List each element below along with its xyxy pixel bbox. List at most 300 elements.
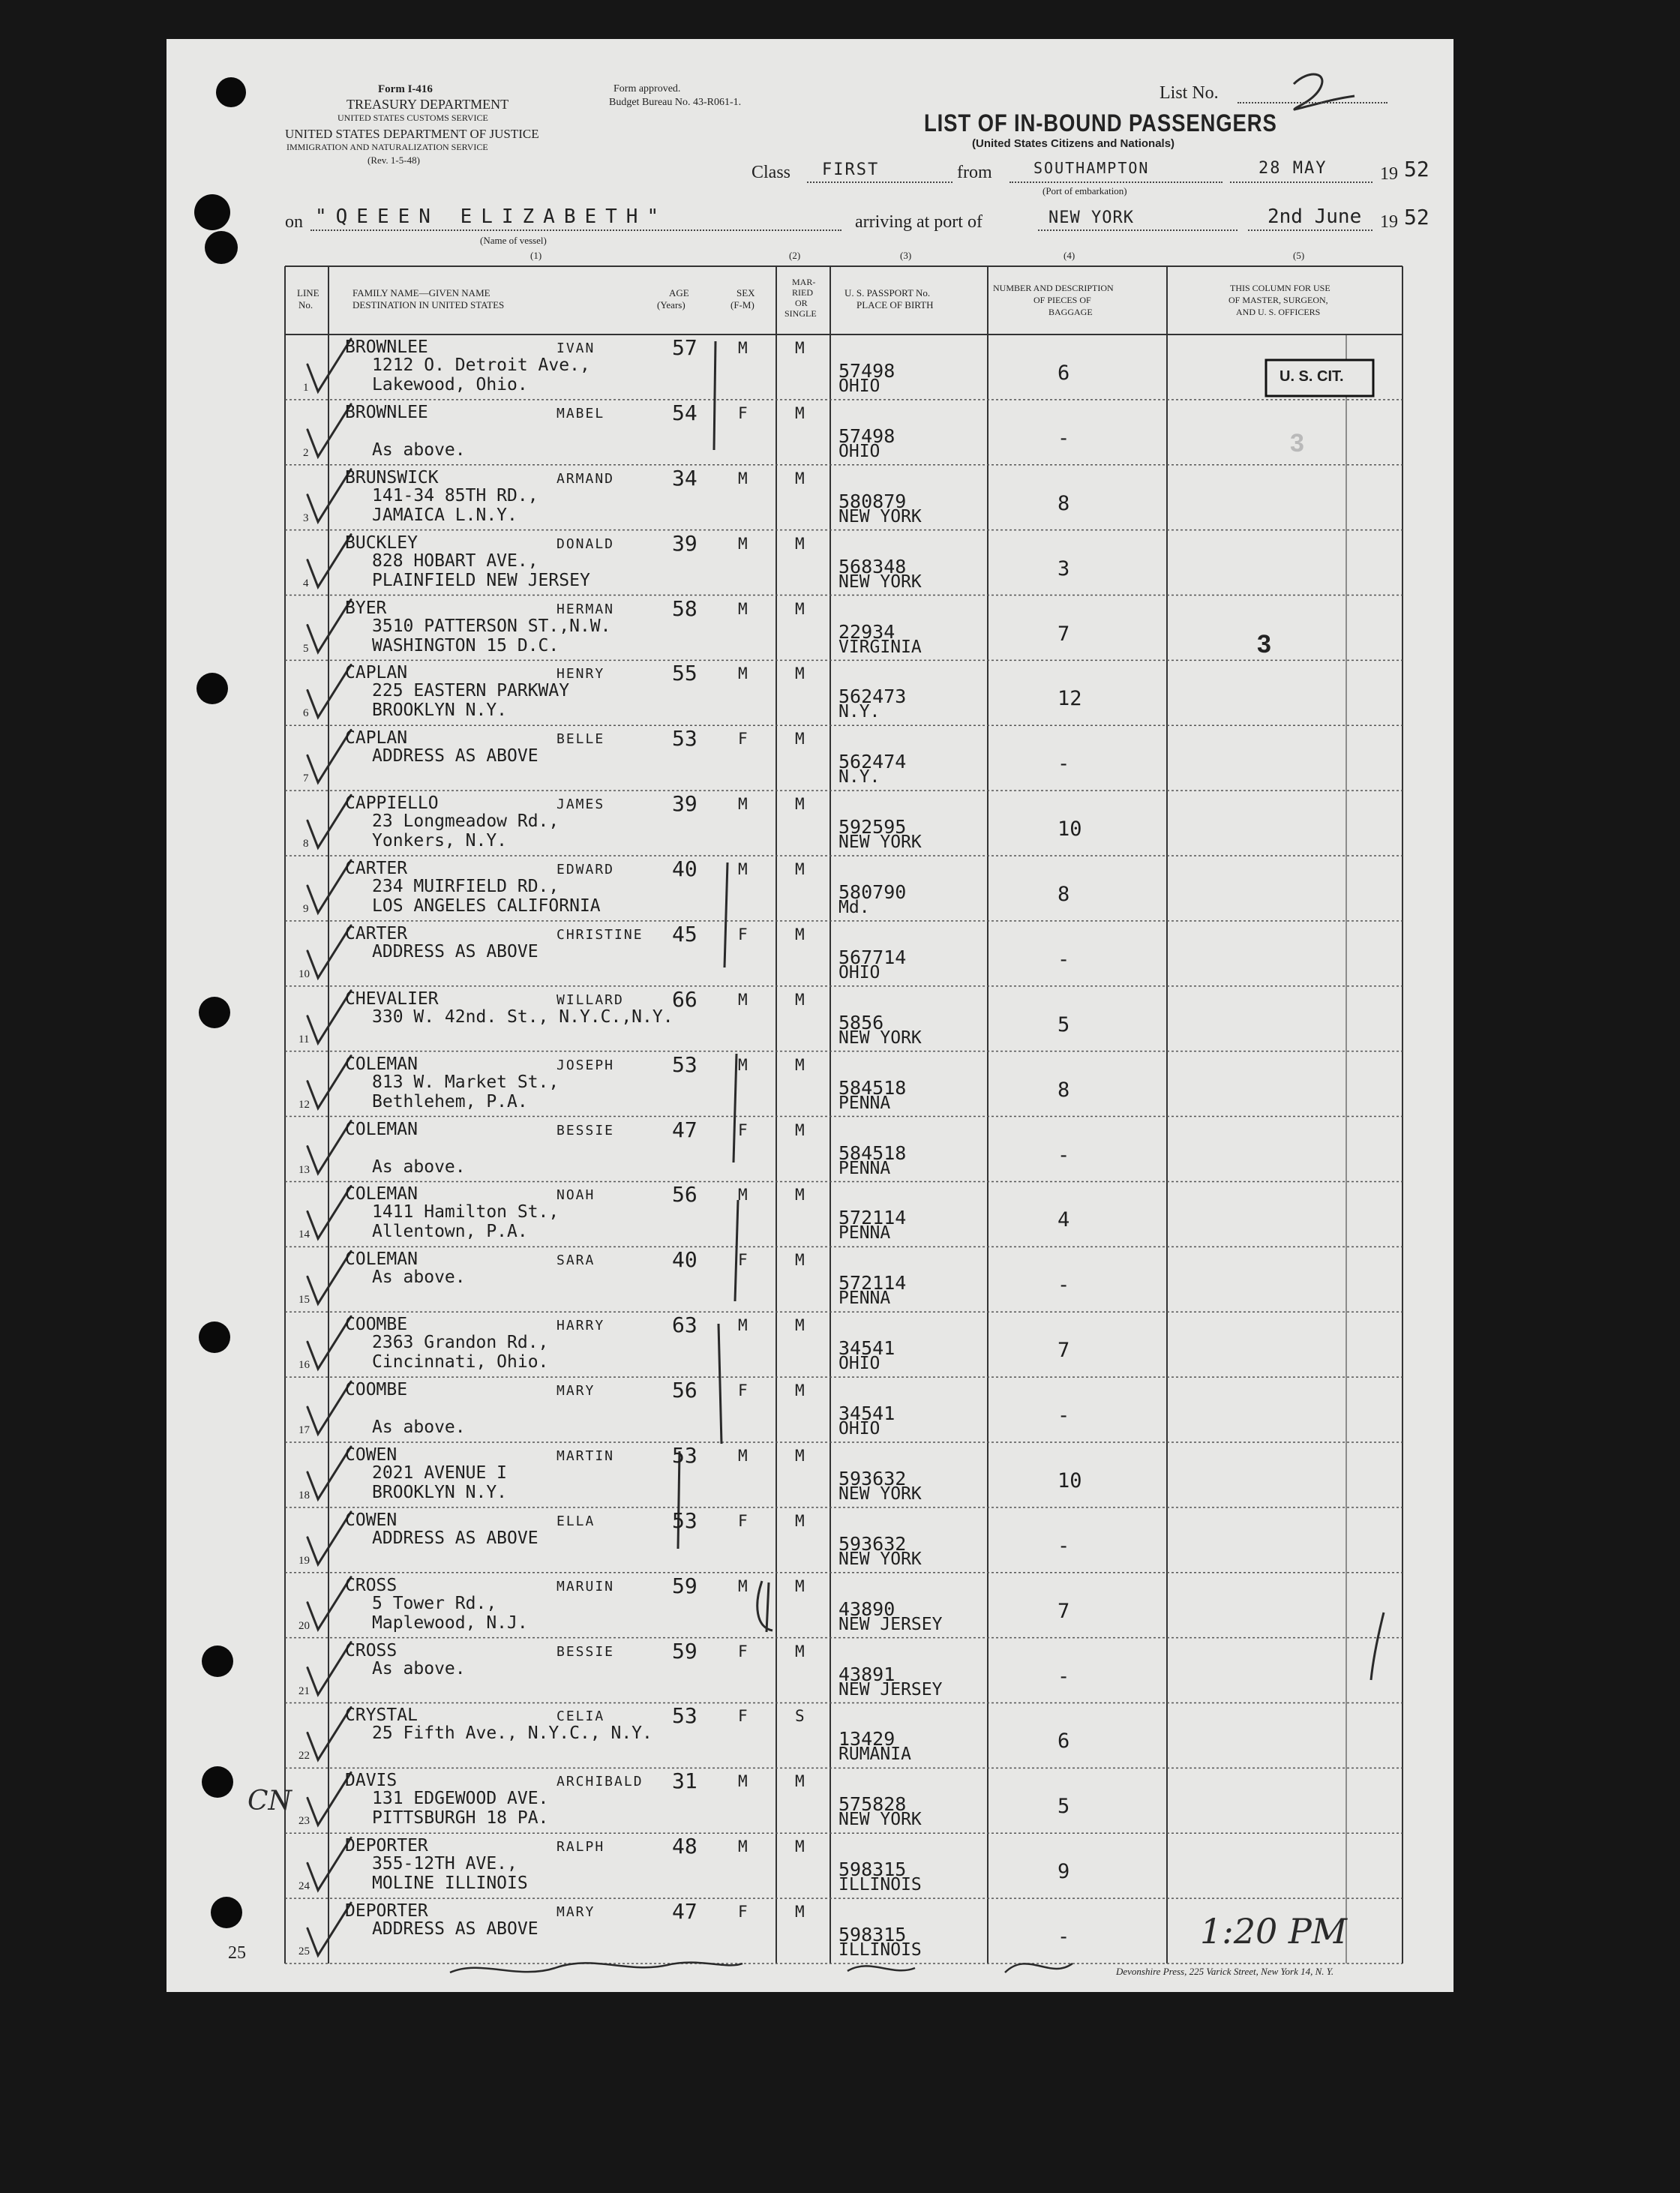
family-name: DEPORTER bbox=[345, 1901, 428, 1922]
marital-status: M bbox=[795, 1120, 805, 1139]
sex: M bbox=[738, 795, 748, 814]
baggage-count: 5 bbox=[1058, 1012, 1070, 1036]
class-value: FIRST bbox=[822, 160, 880, 179]
age: 53 bbox=[672, 1703, 698, 1729]
passport-number: 562474 bbox=[838, 751, 907, 773]
sex: M bbox=[738, 339, 748, 357]
date-line bbox=[1230, 182, 1372, 183]
family-name: COOMBE bbox=[345, 1380, 408, 1400]
arrival-date: 2nd June bbox=[1268, 206, 1362, 228]
column-number-3: (3) bbox=[900, 250, 912, 261]
binder-hole bbox=[202, 1766, 233, 1798]
budget-bureau: Budget Bureau No. 43-R061-1. bbox=[609, 97, 742, 108]
sex: M bbox=[738, 1446, 748, 1465]
place-of-birth: PENNA bbox=[838, 1093, 891, 1113]
line-number: 14 bbox=[298, 1228, 310, 1241]
year-2: 52 bbox=[1404, 205, 1430, 230]
place-of-birth: NEW YORK bbox=[838, 1549, 922, 1569]
sex: F bbox=[738, 1382, 748, 1400]
vessel-name: "QEEEN ELIZABETH" bbox=[315, 206, 668, 228]
marital-status: S bbox=[795, 1707, 805, 1726]
sex: M bbox=[738, 1838, 748, 1856]
passport-number: 593632 bbox=[838, 1532, 907, 1555]
line-number: 10 bbox=[298, 968, 310, 980]
address-line-1: 355-12TH AVE., bbox=[372, 1854, 518, 1874]
sex: F bbox=[738, 1120, 748, 1139]
age: 53 bbox=[672, 1508, 698, 1533]
place-of-birth: OHIO bbox=[838, 962, 880, 982]
header-officers-2: OF MASTER, SURGEON, bbox=[1228, 295, 1328, 305]
place-of-birth: NEW YORK bbox=[838, 1810, 922, 1830]
line-number: 12 bbox=[298, 1098, 310, 1111]
age: 34 bbox=[672, 465, 698, 490]
passport-number: 580879 bbox=[838, 490, 907, 512]
baggage-count: - bbox=[1058, 1664, 1070, 1688]
line-number: 5 bbox=[303, 642, 309, 655]
passport-number: 13429 bbox=[838, 1728, 896, 1750]
marital-status: M bbox=[795, 339, 805, 357]
place-of-birth: Md. bbox=[838, 898, 870, 918]
given-name: HENRY bbox=[556, 666, 605, 682]
age-bracket-line bbox=[714, 341, 716, 450]
form-subtitle: (United States Citizens and Nationals) bbox=[972, 137, 1175, 150]
passport-number: 43890 bbox=[838, 1598, 896, 1620]
given-name: HARRY bbox=[556, 1318, 605, 1334]
place-of-birth: NEW YORK bbox=[838, 1484, 922, 1504]
passport-number: 57498 bbox=[838, 424, 896, 447]
age: 66 bbox=[672, 986, 698, 1012]
sex: M bbox=[738, 990, 748, 1009]
given-name: BESSIE bbox=[556, 1643, 615, 1660]
address-line-2: As above. bbox=[372, 1418, 466, 1438]
address-line-2: PLAINFIELD NEW JERSEY bbox=[372, 570, 590, 590]
departure-date: 28 MAY bbox=[1258, 159, 1328, 178]
family-name: CARTER bbox=[345, 923, 408, 944]
given-name: IVAN bbox=[556, 340, 596, 356]
age: 47 bbox=[672, 1117, 698, 1142]
address-line-1: 1212 O. Detroit Ave., bbox=[372, 356, 590, 375]
age: 53 bbox=[672, 1052, 698, 1077]
address-line-1: 3510 PATTERSON ST.,N.W. bbox=[372, 616, 611, 636]
officer-mark: 3 bbox=[1257, 630, 1271, 658]
given-name: MARY bbox=[556, 1383, 596, 1400]
header-sex: SEX bbox=[736, 287, 755, 298]
form-sheet bbox=[166, 39, 1454, 1992]
address-line-1: 234 MUIRFIELD RD., bbox=[372, 877, 560, 897]
line-number: 7 bbox=[303, 772, 309, 785]
line-number: 19 bbox=[298, 1554, 310, 1567]
family-name: COWEN bbox=[345, 1444, 398, 1465]
place-of-birth: PENNA bbox=[838, 1223, 891, 1244]
baggage-count: 9 bbox=[1058, 1860, 1070, 1884]
column-number-4: (4) bbox=[1064, 250, 1076, 261]
us-citizen-stamp: U. S. CIT. bbox=[1280, 368, 1344, 385]
marital-status: M bbox=[795, 925, 805, 944]
baggage-count: 7 bbox=[1058, 1339, 1070, 1363]
age: 54 bbox=[672, 400, 698, 425]
family-name: COOMBE bbox=[345, 1315, 408, 1335]
form-approved: Form approved. bbox=[614, 83, 681, 94]
line-number: 23 bbox=[298, 1815, 310, 1828]
binder-hole bbox=[211, 1897, 242, 1928]
age: 31 bbox=[672, 1768, 698, 1794]
passport-number: 575828 bbox=[838, 1793, 907, 1816]
address-line-1: 1411 Hamilton St., bbox=[372, 1202, 560, 1222]
address-line-2: LOS ANGELES CALIFORNIA bbox=[372, 896, 601, 916]
sex: F bbox=[738, 1511, 748, 1530]
immigration-service: IMMIGRATION AND NATURALIZATION SERVICE bbox=[286, 142, 488, 152]
sex: F bbox=[738, 1642, 748, 1660]
class-label: Class bbox=[752, 163, 791, 182]
passport-number: 34541 bbox=[838, 1337, 896, 1360]
family-name: CRYSTAL bbox=[345, 1706, 418, 1726]
place-of-birth: RUMANIA bbox=[838, 1744, 911, 1765]
year-prefix-1: 19 bbox=[1380, 164, 1398, 184]
sex: F bbox=[738, 730, 748, 748]
marital-status: M bbox=[795, 1838, 805, 1856]
header-officers-3: AND U. S. OFFICERS bbox=[1236, 307, 1321, 317]
marital-status: M bbox=[795, 1642, 805, 1660]
place-of-birth: PENNA bbox=[838, 1158, 891, 1178]
marital-status: M bbox=[795, 1511, 805, 1530]
baggage-count: 8 bbox=[1058, 491, 1070, 515]
given-name: MABEL bbox=[556, 405, 605, 422]
printer-imprint: Devonshire Press, 225 Varick Street, New York 14, N. Y. bbox=[1116, 1966, 1334, 1977]
passport-number: 598315 bbox=[838, 1858, 907, 1881]
baggage-count: 10 bbox=[1058, 1468, 1082, 1492]
line-number: 13 bbox=[298, 1163, 310, 1176]
age: 53 bbox=[672, 726, 698, 752]
address-line-1: 25 Fifth Ave., N.Y.C., N.Y. bbox=[372, 1724, 652, 1744]
baggage-count: - bbox=[1058, 1925, 1070, 1949]
place-of-birth: NEW JERSEY bbox=[838, 1679, 943, 1700]
family-name: COLEMAN bbox=[345, 1119, 418, 1139]
given-name: SARA bbox=[556, 1252, 596, 1269]
header-married-2: RIED bbox=[792, 287, 813, 298]
line-number: 11 bbox=[298, 1033, 310, 1046]
address-line-2: Allentown, P.A. bbox=[372, 1222, 528, 1242]
header-baggage-2: OF PIECES OF bbox=[1034, 295, 1091, 305]
family-name: BUCKLEY bbox=[345, 532, 418, 553]
marital-status: M bbox=[795, 1772, 805, 1791]
binder-hole bbox=[199, 997, 230, 1028]
header-passport: U. S. PASSPORT No. bbox=[844, 287, 931, 298]
marital-status: M bbox=[795, 1903, 805, 1922]
binder-hole bbox=[216, 77, 246, 107]
address-line-2: As above. bbox=[372, 440, 466, 460]
header-age: AGE bbox=[669, 287, 689, 298]
header-married-3: OR bbox=[795, 298, 808, 308]
baggage-count: - bbox=[1058, 1404, 1070, 1428]
line-number: 22 bbox=[298, 1750, 310, 1762]
address-line-2: Yonkers, N.Y. bbox=[372, 831, 508, 851]
baggage-count: 10 bbox=[1058, 818, 1082, 842]
header-name: FAMILY NAME—GIVEN NAME bbox=[352, 287, 490, 298]
column-number-2: (2) bbox=[789, 250, 801, 261]
sex: F bbox=[738, 404, 748, 422]
age: 58 bbox=[672, 596, 698, 621]
line-number: 17 bbox=[298, 1424, 310, 1437]
marital-status: M bbox=[795, 1316, 805, 1335]
line-number: 9 bbox=[303, 903, 309, 916]
given-name: CHRISTINE bbox=[556, 926, 644, 943]
given-name: MARTIN bbox=[556, 1448, 615, 1464]
family-name: DAVIS bbox=[345, 1771, 398, 1791]
sex: M bbox=[738, 1316, 748, 1335]
marital-status: M bbox=[795, 990, 805, 1009]
marital-status: M bbox=[795, 404, 805, 422]
marital-status: M bbox=[795, 1251, 805, 1270]
given-name: NOAH bbox=[556, 1187, 596, 1204]
passport-number: 43891 bbox=[838, 1663, 896, 1685]
address-line-1: 131 EDGEWOOD AVE. bbox=[372, 1789, 549, 1809]
baggage-count: 4 bbox=[1058, 1208, 1070, 1232]
marital-status: M bbox=[795, 469, 805, 488]
margin-mark: CN bbox=[248, 1786, 292, 1816]
line-number: 8 bbox=[303, 838, 309, 850]
sex: M bbox=[738, 599, 748, 618]
column-number-1: (1) bbox=[530, 250, 542, 261]
family-name: CARTER bbox=[345, 859, 408, 879]
family-name: COLEMAN bbox=[345, 1250, 418, 1270]
line-number: 2 bbox=[303, 446, 309, 459]
given-name: ELLA bbox=[556, 1513, 596, 1529]
address-line-2: BROOKLYN N.Y. bbox=[372, 700, 508, 721]
family-name: BROWNLEE bbox=[345, 338, 428, 357]
family-name: COLEMAN bbox=[345, 1054, 418, 1074]
baggage-count: - bbox=[1058, 1534, 1070, 1558]
header-married-1: MAR- bbox=[792, 277, 816, 287]
binder-hole bbox=[205, 231, 238, 264]
given-name: MARY bbox=[556, 1904, 596, 1921]
marital-status: M bbox=[795, 1382, 805, 1400]
form-number: Form I-416 bbox=[378, 83, 433, 95]
treasury-department: TREASURY DEPARTMENT bbox=[346, 97, 509, 112]
place-of-birth: OHIO bbox=[838, 441, 880, 461]
age: 47 bbox=[672, 1899, 698, 1924]
address-line-1: 2021 AVENUE I bbox=[372, 1462, 508, 1483]
place-of-birth: ILLINOIS bbox=[838, 1940, 922, 1960]
place-of-birth: OHIO bbox=[838, 1354, 880, 1374]
age: 56 bbox=[672, 1378, 698, 1403]
age: 40 bbox=[672, 856, 698, 882]
age: 40 bbox=[672, 1247, 698, 1273]
family-name: COWEN bbox=[345, 1510, 398, 1530]
header-age-years: (Years) bbox=[657, 299, 686, 310]
sex: M bbox=[738, 1186, 748, 1204]
address-line-1: As above. bbox=[372, 1268, 466, 1288]
marital-status: M bbox=[795, 534, 805, 553]
given-name: RALPH bbox=[556, 1839, 605, 1856]
customs-service: UNITED STATES CUSTOMS SERVICE bbox=[338, 112, 488, 123]
list-no-label: List No. bbox=[1160, 83, 1219, 103]
passport-number: 57498 bbox=[838, 360, 896, 382]
header-line: LINE bbox=[297, 287, 320, 298]
sex: F bbox=[738, 1251, 748, 1270]
address-line-2: JAMAICA L.N.Y. bbox=[372, 505, 518, 525]
address-line-2: As above. bbox=[372, 1156, 466, 1177]
baggage-count: - bbox=[1058, 1143, 1070, 1167]
family-name: CHEVALIER bbox=[345, 988, 439, 1009]
given-name: CELIA bbox=[556, 1708, 605, 1725]
marital-status: M bbox=[795, 1576, 805, 1595]
on-label: on bbox=[285, 212, 303, 232]
header-baggage-1: NUMBER AND DESCRIPTION bbox=[993, 283, 1114, 293]
binder-hole bbox=[196, 673, 228, 704]
line-number: 16 bbox=[298, 1359, 310, 1372]
sex: M bbox=[738, 469, 748, 488]
header-birthplace: PLACE OF BIRTH bbox=[856, 299, 934, 310]
family-name: BROWNLEE bbox=[345, 402, 428, 422]
sex: F bbox=[738, 1707, 748, 1726]
family-name: DEPORTER bbox=[345, 1836, 428, 1856]
passport-number: 598315 bbox=[838, 1924, 907, 1946]
baggage-count: 8 bbox=[1058, 883, 1070, 907]
passport-number: 568348 bbox=[838, 555, 907, 578]
passport-number: 584518 bbox=[838, 1142, 907, 1164]
given-name: BESSIE bbox=[556, 1122, 615, 1138]
address-line-2: Maplewood, N.J. bbox=[372, 1612, 528, 1633]
from-line bbox=[1010, 182, 1222, 183]
line-number: 6 bbox=[303, 707, 309, 720]
passport-number: 562473 bbox=[838, 686, 907, 708]
baggage-count: 6 bbox=[1058, 1730, 1070, 1754]
place-of-birth: NEW YORK bbox=[838, 832, 922, 853]
passport-number: 584518 bbox=[838, 1076, 907, 1099]
sex: F bbox=[738, 1903, 748, 1922]
header-officers-1: THIS COLUMN FOR USE bbox=[1230, 283, 1330, 293]
passport-number: 580790 bbox=[838, 881, 907, 904]
address-line-1: 330 W. 42nd. St., N.Y.C.,N.Y. bbox=[372, 1006, 674, 1027]
address-line-1: 141-34 85TH RD., bbox=[372, 485, 538, 506]
arrival-date-line bbox=[1248, 230, 1372, 231]
address-line-1: 813 W. Market St., bbox=[372, 1072, 560, 1092]
age: 45 bbox=[672, 921, 698, 946]
column-number-5: (5) bbox=[1293, 250, 1305, 261]
header-line-no: No. bbox=[298, 299, 314, 310]
address-line-1: 828 HOBART AVE., bbox=[372, 550, 538, 571]
line-number: 20 bbox=[298, 1619, 310, 1632]
department-of-justice: UNITED STATES DEPARTMENT OF JUSTICE bbox=[285, 127, 539, 141]
sex: M bbox=[738, 860, 748, 879]
port-embark-caption: (Port of embarkation) bbox=[1042, 185, 1127, 196]
from-label: from bbox=[957, 163, 992, 182]
place-of-birth: NEW YORK bbox=[838, 1028, 922, 1048]
place-of-birth: NEW YORK bbox=[838, 506, 922, 526]
baggage-count: 5 bbox=[1058, 1795, 1070, 1819]
address-line-1: ADDRESS AS ABOVE bbox=[372, 1919, 538, 1940]
passport-number: 572114 bbox=[838, 1272, 907, 1294]
age: 48 bbox=[672, 1834, 698, 1859]
line-number: 25 bbox=[298, 1946, 310, 1958]
given-name: EDWARD bbox=[556, 862, 615, 878]
officer-mark-faded: 3 bbox=[1290, 429, 1304, 458]
address-line-2: Cincinnati, Ohio. bbox=[372, 1352, 549, 1372]
address-line-2: Bethlehem, P.A. bbox=[372, 1091, 528, 1112]
sex: M bbox=[738, 1772, 748, 1791]
baggage-count: - bbox=[1058, 752, 1070, 776]
passport-number: 592595 bbox=[838, 816, 907, 838]
passport-number: 567714 bbox=[838, 946, 907, 968]
arrival-port-line bbox=[1038, 230, 1238, 231]
line-number: 1 bbox=[303, 382, 309, 394]
line-number: 21 bbox=[298, 1684, 310, 1697]
age: 59 bbox=[672, 1573, 698, 1598]
address-line-1: ADDRESS AS ABOVE bbox=[372, 941, 538, 962]
passport-number: 22934 bbox=[838, 620, 896, 643]
baggage-count: 6 bbox=[1058, 362, 1070, 385]
age: 63 bbox=[672, 1312, 698, 1338]
baggage-count: 12 bbox=[1058, 687, 1082, 711]
passport-number: 34541 bbox=[838, 1402, 896, 1425]
age: 53 bbox=[672, 1442, 698, 1468]
address-line-1: ADDRESS AS ABOVE bbox=[372, 746, 538, 766]
age: 57 bbox=[672, 335, 698, 360]
address-line-1: 2363 Grandon Rd., bbox=[372, 1333, 549, 1353]
given-name: ARMAND bbox=[556, 470, 615, 487]
family-name: CROSS bbox=[345, 1640, 398, 1660]
age: 39 bbox=[672, 791, 698, 817]
age: 59 bbox=[672, 1638, 698, 1664]
family-name: BRUNSWICK bbox=[345, 467, 439, 488]
baggage-count: - bbox=[1058, 426, 1070, 450]
family-name: CAPLAN bbox=[345, 728, 408, 748]
place-of-birth: N.Y. bbox=[838, 702, 880, 722]
place-of-birth: ILLINOIS bbox=[838, 1875, 922, 1895]
corner-number: 25 bbox=[228, 1943, 246, 1963]
binder-hole bbox=[199, 1322, 230, 1353]
baggage-count: 7 bbox=[1058, 622, 1070, 646]
address-line-2: Lakewood, Ohio. bbox=[372, 375, 528, 394]
address-line-2: BROOKLYN N.Y. bbox=[372, 1482, 508, 1502]
marital-status: M bbox=[795, 599, 805, 618]
line-number: 18 bbox=[298, 1489, 310, 1502]
place-of-birth: NEW JERSEY bbox=[838, 1614, 943, 1634]
form-title: LIST OF IN-BOUND PASSENGERS bbox=[924, 110, 1277, 136]
line-number: 4 bbox=[303, 577, 309, 590]
line-number: 15 bbox=[298, 1294, 310, 1306]
marital-status: M bbox=[795, 860, 805, 879]
sex: M bbox=[738, 664, 748, 683]
place-of-birth: PENNA bbox=[838, 1288, 891, 1309]
passport-number: 5856 bbox=[838, 1011, 884, 1034]
marital-status: M bbox=[795, 664, 805, 683]
vessel-caption: (Name of vessel) bbox=[480, 235, 547, 246]
arriving-label: arriving at port of bbox=[855, 212, 982, 232]
sex: M bbox=[738, 1055, 748, 1074]
family-name: CAPLAN bbox=[345, 663, 408, 683]
age: 56 bbox=[672, 1182, 698, 1208]
place-of-birth: NEW YORK bbox=[838, 572, 922, 592]
handwritten-time: 1:20 PM bbox=[1200, 1911, 1347, 1952]
sex: M bbox=[738, 1576, 748, 1595]
revision-date: (Rev. 1-5-48) bbox=[368, 154, 420, 166]
marital-status: M bbox=[795, 1055, 805, 1074]
age: 39 bbox=[672, 530, 698, 556]
place-of-birth: OHIO bbox=[838, 376, 880, 396]
given-name: ARCHIBALD bbox=[556, 1774, 644, 1790]
vessel-line bbox=[310, 230, 842, 231]
address-line-1: 5 Tower Rd., bbox=[372, 1593, 497, 1613]
header-baggage-3: BAGGAGE bbox=[1048, 307, 1093, 317]
year-prefix-2: 19 bbox=[1380, 212, 1398, 232]
address-line-1: ADDRESS AS ABOVE bbox=[372, 1528, 538, 1548]
given-name: HERMAN bbox=[556, 601, 615, 617]
baggage-count: - bbox=[1058, 1274, 1070, 1298]
address-line-2: WASHINGTON 15 D.C. bbox=[372, 635, 560, 656]
family-name: CROSS bbox=[345, 1575, 398, 1595]
given-name: JOSEPH bbox=[556, 1057, 615, 1073]
